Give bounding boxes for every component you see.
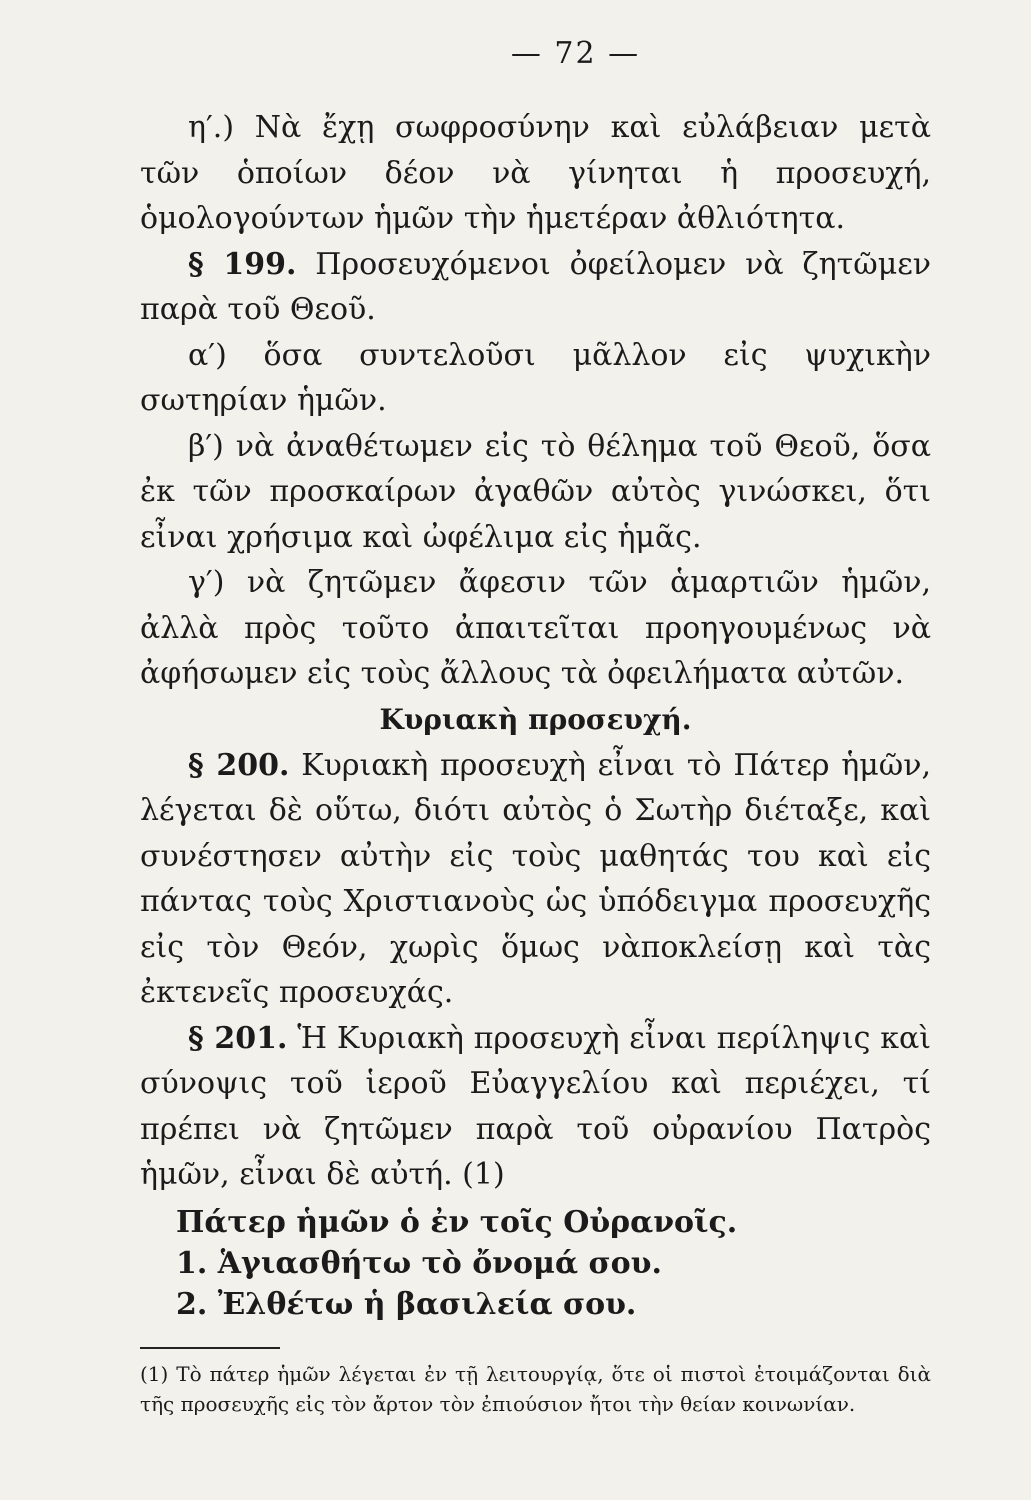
prayer-line: 2. Ἐλθέτω ἡ βασιλεία σου. <box>176 1286 637 1322</box>
section-text: Προσευχόμενοι ὀφείλομεν νὰ ζητῶμεν παρὰ τοῦ Θεοῦ. <box>140 246 931 327</box>
section-heading: Κυριακὴ προσευχή. <box>379 702 692 736</box>
footnote: (1) Τὸ πάτερ ἡμῶν λέγεται ἐν τῇ λειτουργίᾳ, ὅτε οἱ πιστοὶ ἑτοιμάζονται διὰ τῆς προσευχῆς εἰς τὸν ἄρτον τὸν ἐπιούσιον ἤτοι τὴν θείαν κοινωνίαν. <box>140 1361 931 1416</box>
section-200 <box>140 743 931 1016</box>
paragraph-eta: η′.) Νὰ ἔχῃ σωφροσύνην καὶ εὐλάβειαν μετὰ τῶν ὁποίων δέον νὰ γίνηται ἡ προσευχή, ὁμολογούντων ἡμῶν τὴν ἡμετέραν ἀθλιότητα. <box>140 110 931 236</box>
paragraph-gamma: γ′) νὰ ζητῶμεν ἄφεσιν τῶν ἁμαρτιῶν ἡμῶν, ἀλλὰ πρὸς τοῦτο ἀπαιτεῖται προηγουμένως νὰ ἀφήσωμεν εἰς τοὺς ἄλλους τὰ ὀφειλήματα αὐτῶν. <box>140 565 931 691</box>
section-199 <box>140 242 931 333</box>
paragraph-beta: β′) νὰ ἀναθέτωμεν εἰς τὸ θέλημα τοῦ Θεοῦ, ὅσα ἐκ τῶν προσκαίρων ἀγαθῶν αὐτὸς γινώσκει, ὅτι εἶναι χρήσιμα καὶ ὠφέλιμα εἰς ἡμᾶς. <box>140 428 931 555</box>
section-text: Κυριακὴ προσευχὴ εἶναι τὸ Πάτερ ἡμῶν, λέγεται δὲ οὕτω, διότι αὐτὸς ὁ Σωτὴρ διέταξε, καὶ συνέστησεν αὐτὴν εἰς τοὺς μαθητάς του καὶ εἰς πάντας τοὺς Χριστιανοὺς ὡς ὑπόδειγμα προσευχῆς εἰς τὸν Θεόν, χωρὶς ὅμως νὰποκλείσῃ καὶ τὰς ἐκτενεῖς προσευχάς. <box>140 747 932 1010</box>
prayer-line: Πάτερ ἡμῶν ὁ ἐν τοῖς Οὐρανοῖς. <box>176 1204 738 1240</box>
footnote-divider <box>140 1347 280 1349</box>
lords-prayer <box>140 1202 931 1325</box>
page-number: — 72 — <box>510 36 641 71</box>
section-number: § 199. <box>188 246 297 282</box>
prayer-line: 1. Ἁγιασθήτω τὸ ὄνομά σου. <box>176 1245 662 1281</box>
section-number: § 200. <box>188 747 290 783</box>
section-text: Ἡ Κυριακὴ προσευχὴ εἶναι περίληψις καὶ σύνοψις τοῦ ἱεροῦ Εὐαγγελίου καὶ περιέχει, τί πρέπει νὰ ζητῶμεν παρὰ τοῦ οὐρανίου Πατρὸς ἡμῶν, εἶναι δὲ αὐτή. (1) <box>140 1020 931 1192</box>
main-text <box>140 105 931 1325</box>
paragraph-alpha: α′) ὅσα συντελοῦσι μᾶλλον εἰς ψυχικὴν σωτηρίαν ἡμῶν. <box>140 337 931 418</box>
section-number: § 201. <box>188 1020 288 1056</box>
section-201 <box>140 1016 931 1198</box>
